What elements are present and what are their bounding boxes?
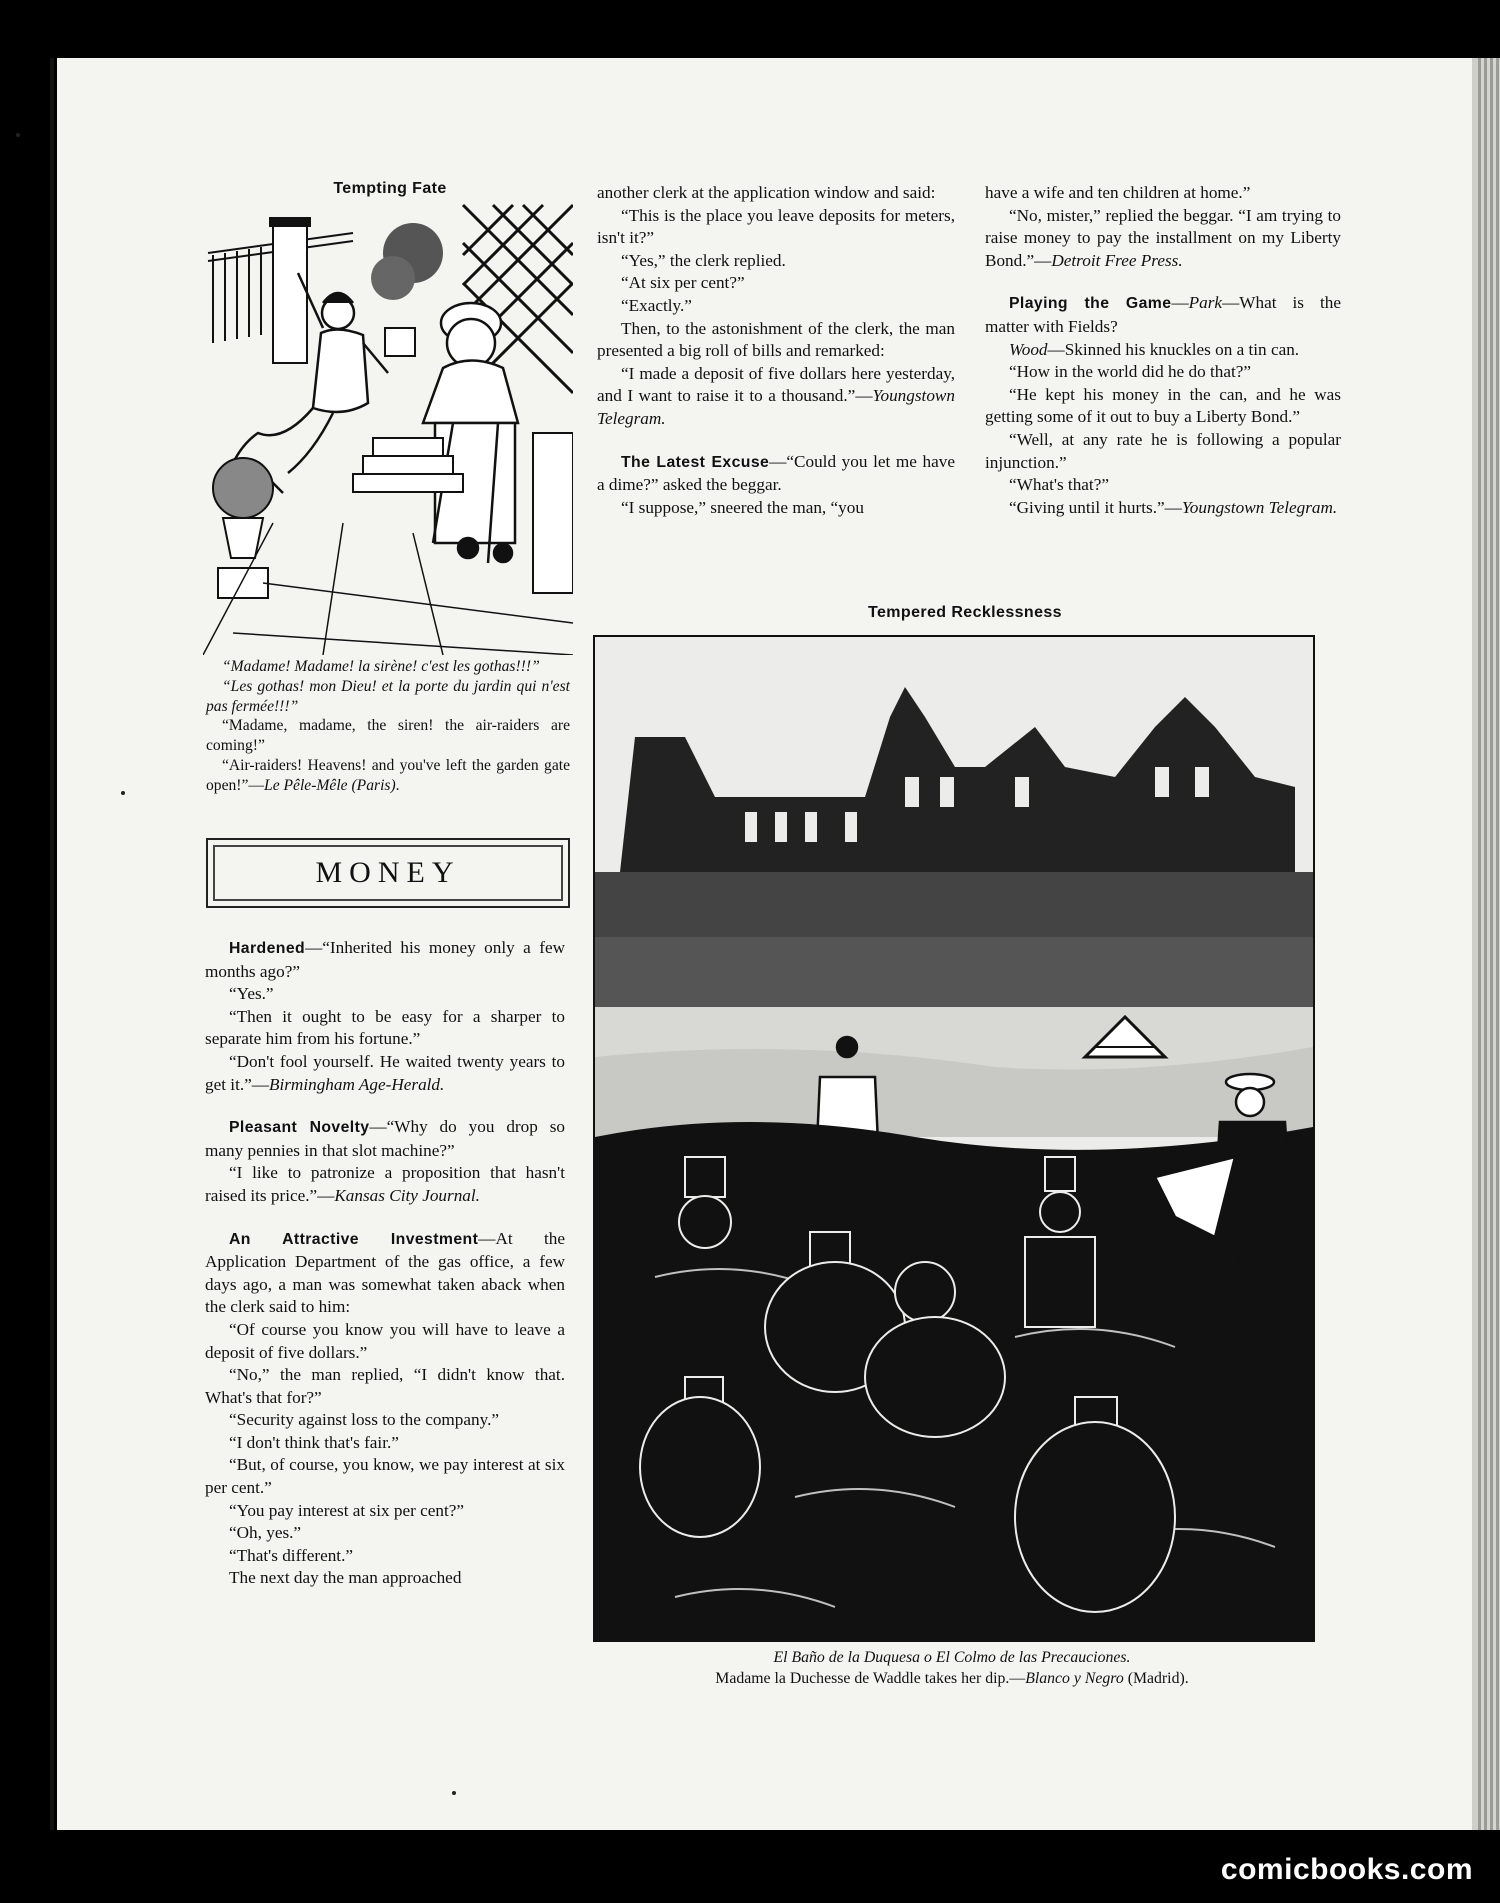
caption-text: Madame la Duchesse de Waddle takes her dip.—: [715, 1670, 1026, 1687]
joke-playing-the-game: Playing the Game—Park—What is the matter with Fields?: [985, 293, 1342, 336]
joke-text: —“Could you let me have a dime?” asked the beggar.: [597, 451, 955, 495]
section-title-money: MONEY: [206, 838, 570, 908]
tempting-fate-caption: [206, 657, 570, 796]
joke-text: “But, of course, you know, we pay interest at six per cent.”: [205, 1455, 565, 1498]
speck: [16, 133, 20, 137]
caption-source: Le Pêle-Mêle (Paris): [264, 776, 396, 794]
joke-heading: Pleasant Novelty: [229, 1119, 370, 1137]
joke-text: “Security against loss to the company.”: [229, 1410, 499, 1430]
joke-text: “I don't think that's fair.”: [229, 1432, 399, 1452]
binding-edge-left: [50, 58, 54, 1830]
joke-text-part: “Giving until it hurts.”—: [1009, 497, 1182, 517]
joke-source: Youngstown Telegram.: [597, 386, 955, 428]
speaker: Wood: [1009, 339, 1048, 359]
joke-text: [985, 339, 1341, 362]
joke-heading: An Attractive Investment: [229, 1230, 479, 1248]
caption-source: Blanco y Negro: [1025, 1670, 1124, 1687]
column-2: [597, 182, 955, 519]
caption-text: “Air-raiders! Heavens! and you've left the garden gate open!”—: [206, 756, 570, 794]
joke-text-part: —Skinned his knuckles on a tin can.: [1047, 339, 1300, 359]
joke-heading: The Latest Excuse: [621, 453, 770, 471]
caption-spanish: El Baño de la Duquesa o El Colmo de las Precauciones.: [773, 1649, 1131, 1666]
joke-text: “You pay interest at six per cent?”: [229, 1500, 464, 1520]
binding-edge-right: [1478, 58, 1500, 1830]
cartoon-title: Tempting Fate: [333, 180, 447, 197]
joke-text-part: “I made a deposit of five dollars here yesterday, and I want to raise it to a thousand.”—: [597, 363, 955, 406]
joke-heading: Hardened: [229, 940, 306, 957]
speaker: Park: [1188, 293, 1223, 313]
joke-text: “This is the place you leave deposits for meters, isn't it?”: [597, 205, 955, 248]
joke-text: “That's different.”: [229, 1545, 353, 1565]
joke-text: “Of course you know you will have to leave a deposit of five dollars.”: [205, 1319, 565, 1362]
joke-text: “Oh, yes.”: [229, 1523, 302, 1543]
joke-text: [205, 1162, 565, 1207]
joke-text: “He kept his money in the can, and he was getting some of it out to buy a Liberty Bond.”: [985, 384, 1341, 427]
caption-line: “Madame! Madame! la sirène! c'est les gothas!!!”: [222, 658, 540, 675]
joke-text: [985, 497, 1341, 520]
joke-text: [985, 205, 1341, 273]
speck: [121, 791, 125, 795]
joke-novelty: [205, 1116, 565, 1162]
joke-text: “No,” the man replied, “I didn't know that. What's that for?”: [205, 1365, 565, 1407]
joke-heading: Playing the Game: [1009, 295, 1172, 313]
joke-text-part: “Don't fool yourself. He waited twenty years to get it.”—: [205, 1051, 565, 1094]
joke-hardened: [205, 937, 565, 983]
joke-text: “Yes,” the clerk replied.: [621, 250, 786, 270]
joke-investment: [205, 1228, 565, 1319]
joke-text: “Yes.”: [229, 984, 274, 1004]
caption-tail: .: [395, 776, 400, 794]
caption-place: (Madrid).: [1127, 1670, 1189, 1687]
joke-text: “What's that?”: [1009, 475, 1109, 495]
joke-text: another clerk at the application window and said:: [597, 183, 936, 202]
caption-line: [206, 756, 570, 796]
joke-text: have a wife and ten children at home.”: [985, 183, 1251, 202]
joke-text: —“Inherited his money only a few months ago?”: [205, 938, 565, 981]
joke-text: “At six per cent?”: [621, 273, 745, 293]
watermark-text: comicbooks.com: [1220, 1853, 1473, 1886]
joke-text: “Then it ought to be easy for a sharper to separate him from his fortune.”: [205, 1006, 565, 1049]
caption-line: “Madame, madame, the siren! the air-raiders are coming!”: [206, 717, 570, 755]
joke-text: “Well, at any rate he is following a popular injunction.”: [985, 429, 1341, 472]
joke-text: —“Why do you drop so many pennies in that slot machine?”: [205, 1117, 565, 1160]
cartoon-title: Tempered Recklessness: [868, 604, 1062, 621]
tempting-fate-illustration: [203, 203, 573, 655]
tempered-recklessness-illustration: [593, 635, 1315, 1642]
joke-text: —At the Application Department of the gas office, a few days ago, a man was somewhat taken aback when the clerk said to him:: [205, 1228, 565, 1317]
joke-text: [205, 1051, 565, 1096]
joke-text: Then, to the astonishment of the clerk, the man presented a big roll of bills and remarked:: [597, 318, 955, 361]
joke-text: “Exactly.”: [621, 295, 692, 315]
joke-text: “How in the world did he do that?”: [1009, 362, 1251, 382]
joke-text: “I suppose,” sneered the man, “you: [621, 497, 864, 517]
joke-latest-excuse: [597, 451, 955, 497]
joke-source: Birmingham Age-Herald.: [268, 1074, 445, 1094]
joke-source: Kansas City Journal.: [334, 1185, 480, 1205]
joke-text: —What is the matter with Fields?: [985, 293, 1342, 336]
speck: [452, 1791, 456, 1795]
joke-text-part: “No, mister,” replied the beggar. “I am trying to raise money to pay the installment on my Liberty Bond.”—: [985, 205, 1341, 270]
joke-text: The next day the man approached: [229, 1568, 462, 1588]
column-1: [205, 937, 565, 1590]
joke-source: Youngstown Telegram.: [1181, 497, 1338, 517]
column-3: [985, 182, 1341, 519]
caption-english: [593, 1668, 1311, 1689]
joke-text: [597, 363, 955, 431]
tempered-recklessness-caption: [593, 1647, 1311, 1689]
joke-text-part: “I like to patronize a proposition that hasn't raised its price.”—: [205, 1163, 565, 1205]
caption-line: “Les gothas! mon Dieu! et la porte du jardin qui n'est pas fermée!!!”: [206, 677, 570, 715]
joke-source: Detroit Free Press.: [1051, 250, 1183, 270]
